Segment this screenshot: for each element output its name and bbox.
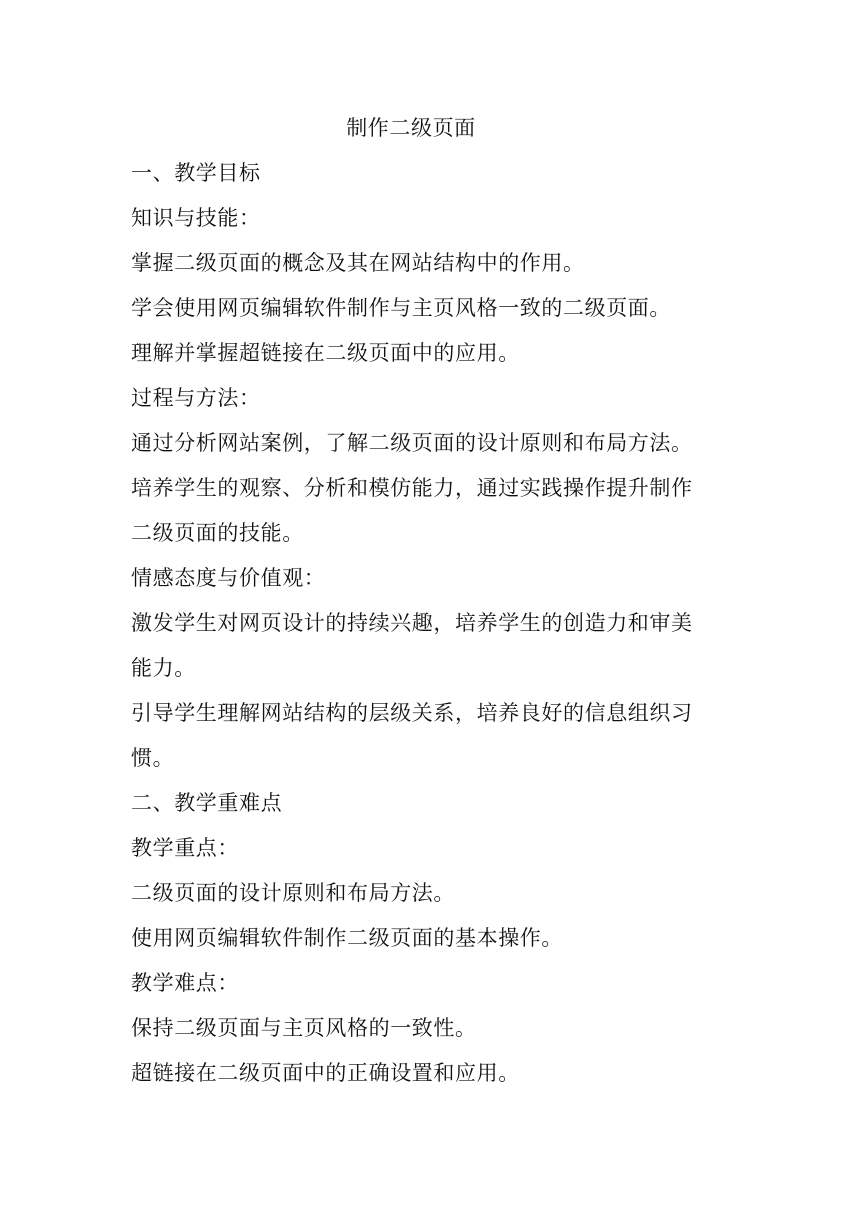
subheading-attitudes-values: 情感态度与价值观： bbox=[131, 566, 326, 590]
paragraph-line: 超链接在二级页面中的正确设置和应用。 bbox=[131, 1061, 520, 1085]
subheading-difficult-points: 教学难点： bbox=[131, 971, 239, 995]
subheading-key-points: 教学重点： bbox=[131, 836, 239, 860]
section-heading-objectives: 一、教学目标 bbox=[131, 161, 261, 185]
paragraph-line: 保持二级页面与主页风格的一致性。 bbox=[131, 1016, 477, 1040]
paragraph-line: 学会使用网页编辑软件制作与主页风格一致的二级页面。 bbox=[131, 296, 671, 320]
document-title: 制作二级页面 bbox=[346, 116, 476, 140]
subheading-knowledge-skills: 知识与技能： bbox=[131, 206, 261, 230]
paragraph-line: 二级页面的技能。 bbox=[131, 521, 304, 545]
subheading-process-methods: 过程与方法： bbox=[131, 386, 261, 410]
paragraph-line: 引导学生理解网站结构的层级关系，培养良好的信息组织习 bbox=[131, 701, 693, 725]
paragraph-line: 培养学生的观察、分析和模仿能力，通过实践操作提升制作 bbox=[131, 476, 693, 500]
paragraph-line: 通过分析网站案例，了解二级页面的设计原则和布局方法。 bbox=[131, 431, 693, 455]
document-body bbox=[131, 106, 731, 1096]
paragraph-line: 掌握二级页面的概念及其在网站结构中的作用。 bbox=[131, 251, 585, 275]
paragraph-line: 激发学生对网页设计的持续兴趣，培养学生的创造力和审美 bbox=[131, 611, 693, 635]
paragraph-line: 使用网页编辑软件制作二级页面的基本操作。 bbox=[131, 926, 563, 950]
paragraph-line: 理解并掌握超链接在二级页面中的应用。 bbox=[131, 341, 520, 365]
paragraph-line: 惯。 bbox=[131, 746, 175, 770]
paragraph-line: 二级页面的设计原则和布局方法。 bbox=[131, 881, 455, 905]
paragraph-line: 能力。 bbox=[131, 656, 196, 680]
section-heading-key-difficult-points: 二、教学重难点 bbox=[131, 791, 283, 815]
